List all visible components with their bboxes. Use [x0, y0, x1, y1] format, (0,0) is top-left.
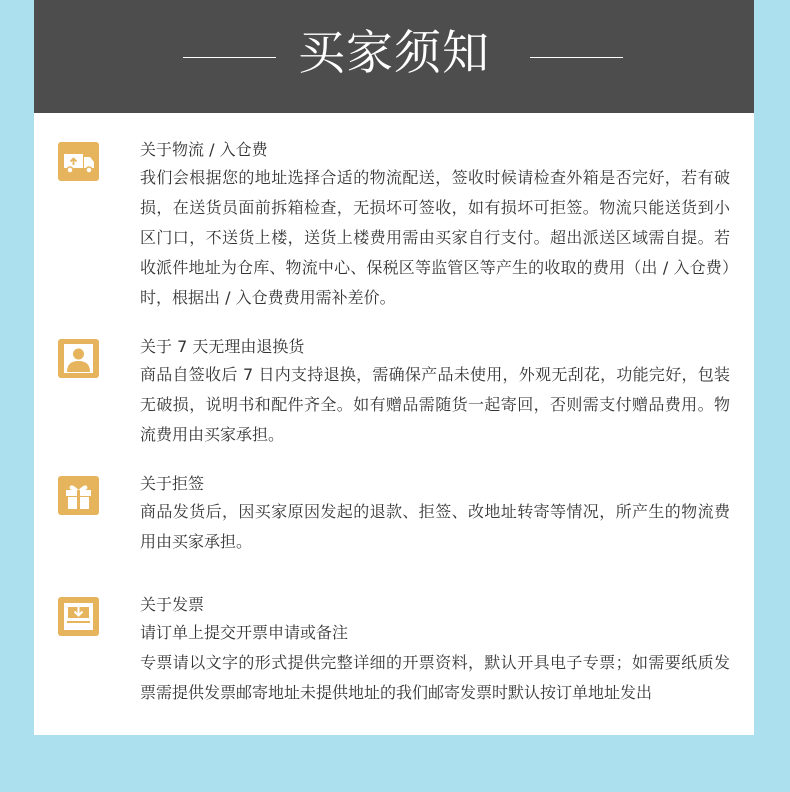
gift-icon: [58, 476, 99, 515]
notice-card: [34, 0, 754, 735]
page-title: 买家须知: [298, 26, 490, 81]
title-divider-left: [183, 57, 276, 58]
header-banner: [34, 0, 754, 113]
section-body: 商品自签收后 7 日内支持退换，需确保产品未使用，外观无刮花，功能完好，包装无破损，说明书和配件齐全。如有赠品需随货一起寄回，否则需支付赠品费用。物流费用由买家承担。: [140, 365, 730, 444]
title-divider-right: [530, 57, 623, 58]
download-tray-icon: [58, 597, 99, 636]
section-title: 关于 7 天无理由退换货: [140, 337, 305, 356]
section-subtitle: 请订单上提交开票申请或备注: [140, 623, 349, 642]
section-body: 我们会根据您的地址选择合适的物流配送，签收时候请检查外箱是否完好，若有破损，在送货员面前拆箱检查，无损坏可签收，如有损坏可拒签。物流只能送货到小区门口，不送货上楼，送货上楼费用需由买家自行支付。超出派送区域需自提。若收派件地址为仓库、物流中心、保税区等监管区等产生的收取的费用（出 / 入仓费）时，根据出 / 入仓费费用需补差价。: [140, 168, 730, 307]
section-body: 商品发货后，因买家原因发起的退款、拒签、改地址转寄等情况，所产生的物流费用由买家承担。: [140, 502, 730, 551]
section-title: 关于发票: [140, 595, 205, 614]
delivery-truck-icon: [58, 142, 99, 181]
section-title: 关于拒签: [140, 474, 205, 493]
section-body: 专票请以文字的形式提供完整详细的开票资料，默认开具电子专票；如需要纸质发票需提供发票邮寄地址未提供地址的我们邮寄发票时默认按订单地址发出: [140, 653, 730, 702]
user-icon: [58, 339, 99, 378]
section-title: 关于物流 / 入仓费: [140, 140, 268, 159]
